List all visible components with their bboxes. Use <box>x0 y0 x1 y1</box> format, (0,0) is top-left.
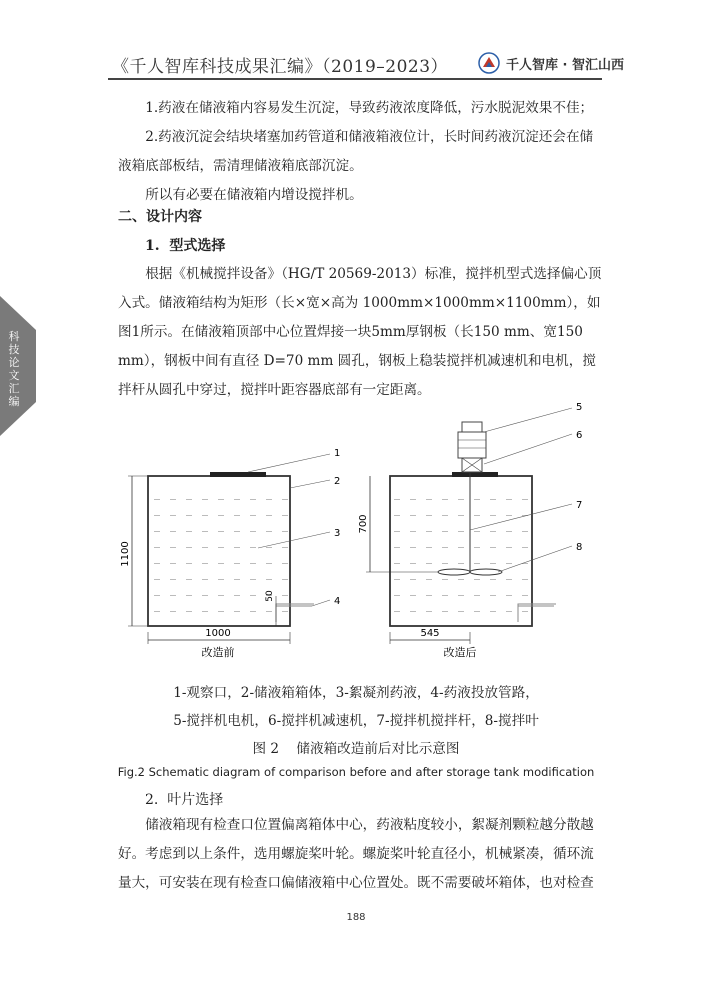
figure-legend-line-2: 5-搅拌机电机，6-搅拌机减速机，7-搅拌机搅拌杆，8-搅拌叶 <box>173 713 539 729</box>
callout-5: 5 <box>576 402 583 413</box>
figure-legend-line-1: 1-观察口，2-储液箱箱体，3-絮凝剂药液，4-药液投放管路， <box>173 685 539 701</box>
subheading-type-selection: 1. 型式选择 <box>145 238 226 254</box>
observation-port <box>210 472 266 477</box>
callout-8: 8 <box>576 542 583 553</box>
logo-emblem-icon <box>478 52 500 74</box>
tank-comparison-figure <box>118 396 598 666</box>
paragraph-3: 所以有必要在储液箱内增设搅拌机。 <box>145 187 363 203</box>
figure-caption-cn: 图 2 储液箱改造前后对比示意图 <box>252 741 460 757</box>
subheading-blade-selection: 2. 叶片选择 <box>145 792 224 808</box>
dim-bottom-label: 50 <box>265 590 275 602</box>
side-tab-label: 科技论文汇编 <box>8 330 20 408</box>
paragraph-1: 1.药液在储液箱内容易发生沉淀，导致药液浓度降低，污水脱泥效果不佳； <box>145 100 594 116</box>
header-rule <box>108 78 602 80</box>
callout-3: 3 <box>334 528 341 539</box>
callout-7: 7 <box>576 500 583 511</box>
dim-offset-label: 545 <box>420 628 440 639</box>
page-number: 188 <box>346 912 366 923</box>
figure-caption-en: Fig.2 Schematic diagram of comparison before and after storage tank modification <box>117 765 595 779</box>
section-heading: 二、设计内容 <box>118 209 202 225</box>
logo-text: 千人智库 · 智汇山西 <box>506 57 624 73</box>
callout-2: 2 <box>334 476 341 487</box>
publisher-logo <box>478 52 624 74</box>
callout-6: 6 <box>576 430 583 441</box>
dim-height-label: 1100 <box>120 541 131 567</box>
paragraph-4: 根据《机械搅拌设备》（HG/T 20569-2013）标准，搅拌机型式选择偏心顶入式。储液箱结构为矩形（长×宽×高为 1000mm×1000mm×1100mm），如图1所示。在储液箱顶部中心位置焊接一块5mm厚钢板（长150 mm、宽150 mm），钢板中间有直径 D=70 mm 圆孔，钢板上稳装搅拌机减速机和电机，搅拌杆从圆孔中穿过，搅拌叶距容器底部有一定距离。 <box>118 266 602 398</box>
dim-impeller-label: 700 <box>358 514 369 534</box>
label-before: 改造前 <box>201 646 235 659</box>
dim-width-label: 1000 <box>205 628 231 639</box>
paragraph-2: 2.药液沉淀会结块堵塞加药管道和储液箱液位计，长时间药液沉淀还会在储液箱底部板结，需清理储液箱底部沉淀。 <box>118 129 594 174</box>
paragraph-5: 储液箱现有检查口位置偏离箱体中心，药液粘度较小，絮凝剂颗粒越分散越好。考虑到以上条件，选用螺旋桨叶轮。螺旋桨叶轮直径小，机械紧凑，循环流量大，可安装在现有检查口偏储液箱中心位置处。既不需要破坏箱体，也对检查 <box>118 817 594 891</box>
tank-before <box>120 448 340 659</box>
running-header-title: 《千人智库科技成果汇编》（2019–2023） <box>112 57 449 77</box>
stirrer-motor <box>458 432 486 458</box>
label-after: 改造后 <box>443 646 477 659</box>
callout-1: 1 <box>334 448 341 459</box>
tank-after <box>358 402 582 659</box>
callout-4: 4 <box>334 596 341 607</box>
